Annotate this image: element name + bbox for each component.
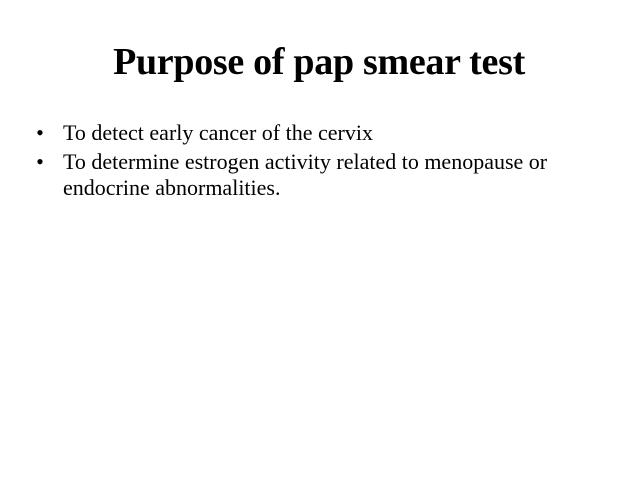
bullet-dot-icon: • — [36, 149, 44, 174]
bullet-item — [30, 120, 620, 146]
bullet-item — [30, 149, 620, 201]
bullet-list — [30, 120, 620, 204]
bullet-text: To determine estrogen activity related to menopause or endocrine abnormalities. — [63, 149, 548, 200]
slide-title: Purpose of pap smear test — [113, 41, 525, 83]
bullet-dot-icon: • — [36, 120, 44, 145]
bullet-text: To detect early cancer of the cervix — [63, 120, 373, 145]
